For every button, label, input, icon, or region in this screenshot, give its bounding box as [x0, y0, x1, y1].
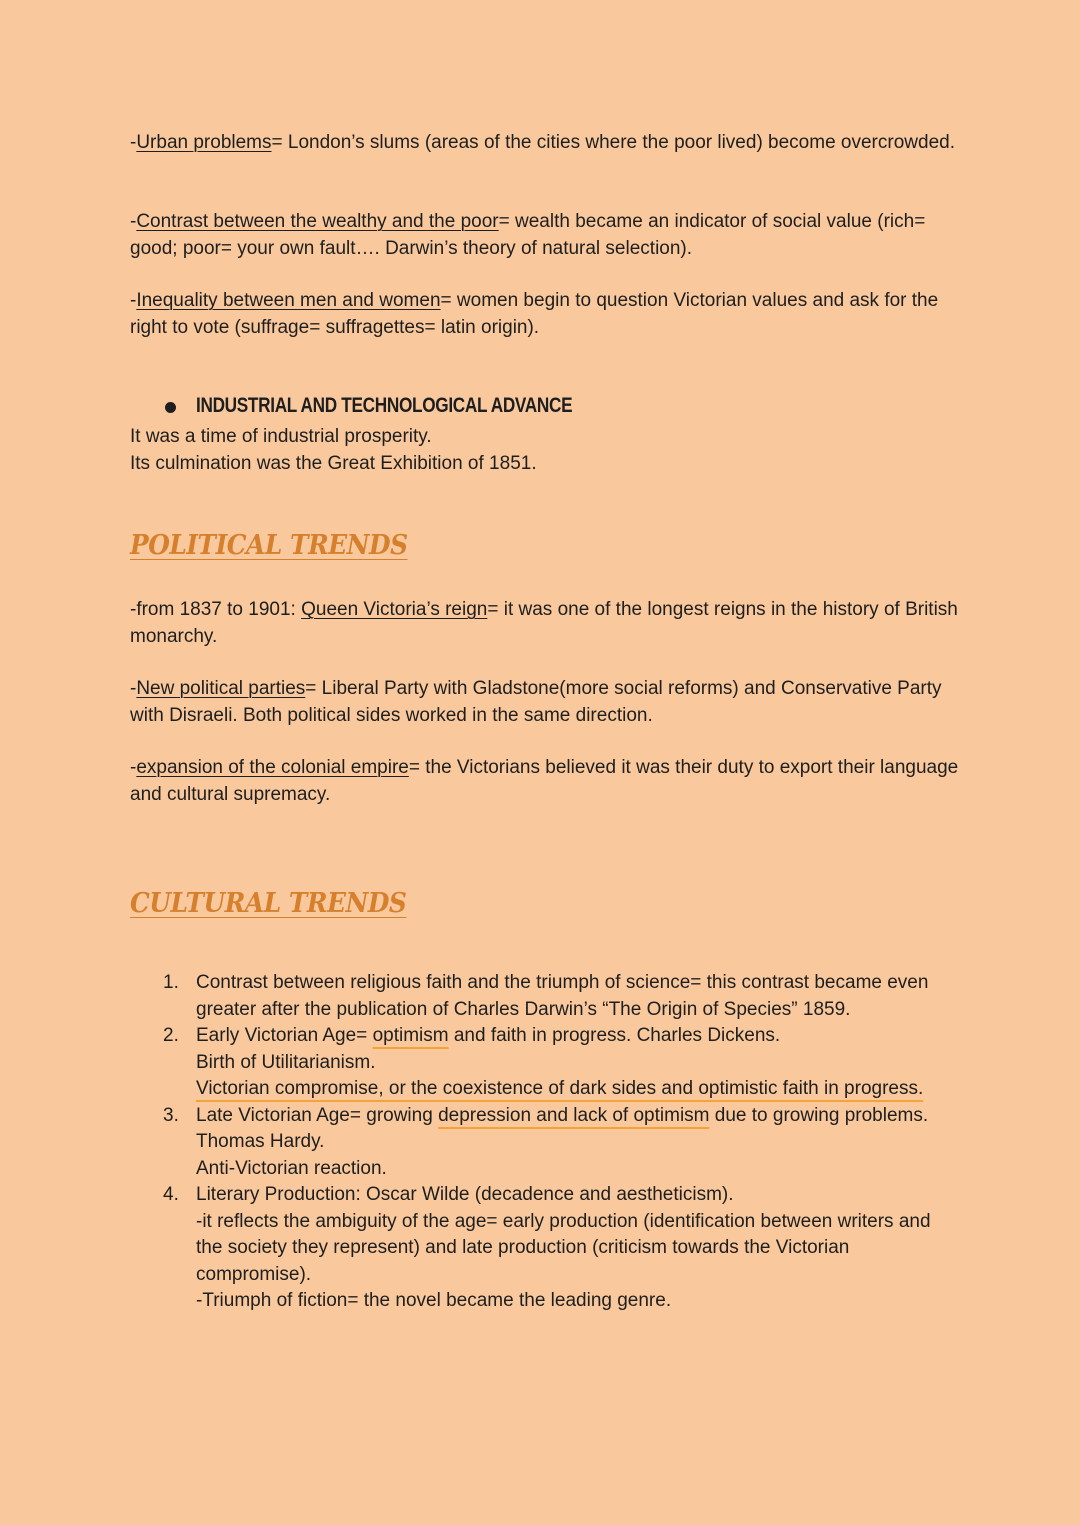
cultural-list — [130, 970, 960, 1315]
reign-text: = it was one of the longest reigns in the history of British monarchy. — [130, 599, 958, 647]
list-item-number: 4. — [163, 1184, 179, 1205]
list-item-number: 2. — [163, 1025, 179, 1046]
reign-term: Queen Victoria’s reign — [301, 599, 488, 620]
empire-term: expansion of the colonial empire — [136, 757, 409, 778]
inequality-paragraph: -Inequality between men and women= women begin to question Victorian values and ask for the right to vote (suffrage= suffragettes= latin origin). — [130, 290, 939, 338]
list-item-sub-2: -Triumph of fiction= the novel became the leading genre. — [196, 1290, 672, 1311]
cultural-trends-title: CULTURAL TRENDS — [130, 888, 407, 919]
list-item-number: 1. — [163, 972, 179, 993]
contrast-paragraph: -Contrast between the wealthy and the poor= wealth became an indicator of social value (rich= good; poor= your own fault…. Darwin’s theory of natural selection). — [130, 211, 926, 259]
highlight-depression: depression and lack of optimism — [438, 1104, 710, 1126]
highlight-optimism: optimism — [372, 1025, 449, 1046]
parties-text: = Liberal Party with Gladstone(more social reforms) and Conservative Party with Disraeli. Both political sides worked in the same direction. — [130, 678, 942, 726]
industrial-line-2: Its culmination was the Great Exhibition of 1851. — [130, 452, 537, 474]
list-item-text-post: and faith in progress. Charles Dickens. — [448, 1025, 781, 1046]
urban-problems-text: = London’s slums (areas of the cities where the poor lived) become overcrowded. — [271, 132, 955, 153]
list-item-sub-2: Victorian compromise, or the coexistence of dark sides and optimistic faith in progress. — [196, 1078, 924, 1099]
industrial-heading: INDUSTRIAL AND TECHNOLOGICAL ADVANCE — [196, 394, 573, 417]
list-item-text-pre: Late Victorian Age= growing — [196, 1104, 439, 1126]
industrial-paragraph — [130, 424, 960, 477]
parties-paragraph: -New political parties= Liberal Party with Gladstone(more social reforms) and Conservative Party with Disraeli. Both political sides worked in the same direction. — [130, 678, 942, 726]
empire-paragraph: -expansion of the colonial empire= the Victorians believed it was their duty to export their language and cultural supremacy. — [130, 757, 959, 805]
list-item-text-pre: Early Victorian Age= — [196, 1025, 373, 1046]
urban-problems-term: Urban problems — [136, 132, 272, 153]
reign-prefix: -from 1837 to 1901: — [130, 599, 302, 620]
inequality-text: = women begin to question Victorian values and ask for the right to vote (suffrage= suffragettes= latin origin). — [130, 290, 939, 338]
list-item-text: Literary Production: Oscar Wilde (decadence and aestheticism). — [196, 1184, 734, 1205]
parties-term: New political parties — [136, 678, 306, 699]
list-item-text-post: due to growing problems. Thomas Hardy. — [196, 1104, 929, 1152]
list-item-sub-1: -it reflects the ambiguity of the age= early production (identification between writers and the society they represent) and late production (criticism towards the Victorian compromise). — [196, 1210, 931, 1285]
political-trends-title: POLITICAL TRENDS — [130, 530, 408, 561]
bullet-icon — [165, 402, 176, 413]
list-item — [130, 970, 960, 1023]
list-item-number: 3. — [163, 1104, 179, 1126]
empire-text: = the Victorians believed it was their duty to export their language and cultural supremacy. — [130, 757, 959, 805]
reign-paragraph — [130, 597, 960, 650]
list-item-text: Contrast between religious faith and the triumph of science= this contrast became even greater after the publication of Charles Darwin’s “The Origin of Species” 1859. — [196, 972, 929, 1020]
list-item — [130, 1182, 960, 1315]
contrast-text: = wealth became an indicator of social value (rich= good; poor= your own fault…. Darwin’s theory of natural selection). — [130, 211, 926, 259]
industrial-line-1: It was a time of industrial prosperity. — [130, 426, 432, 447]
urban-problems-paragraph: -Urban problems= London’s slums (areas of the cities where the poor lived) become overcrowded. — [130, 132, 955, 153]
list-item-sub-1: Birth of Utilitarianism. — [196, 1051, 376, 1073]
inequality-term: Inequality between men and women — [136, 290, 441, 311]
contrast-term: Contrast between the wealthy and the poor — [136, 211, 499, 232]
list-item — [130, 1023, 960, 1103]
list-item-sub-1: Anti-Victorian reaction. — [196, 1157, 387, 1179]
list-item — [130, 1103, 960, 1183]
